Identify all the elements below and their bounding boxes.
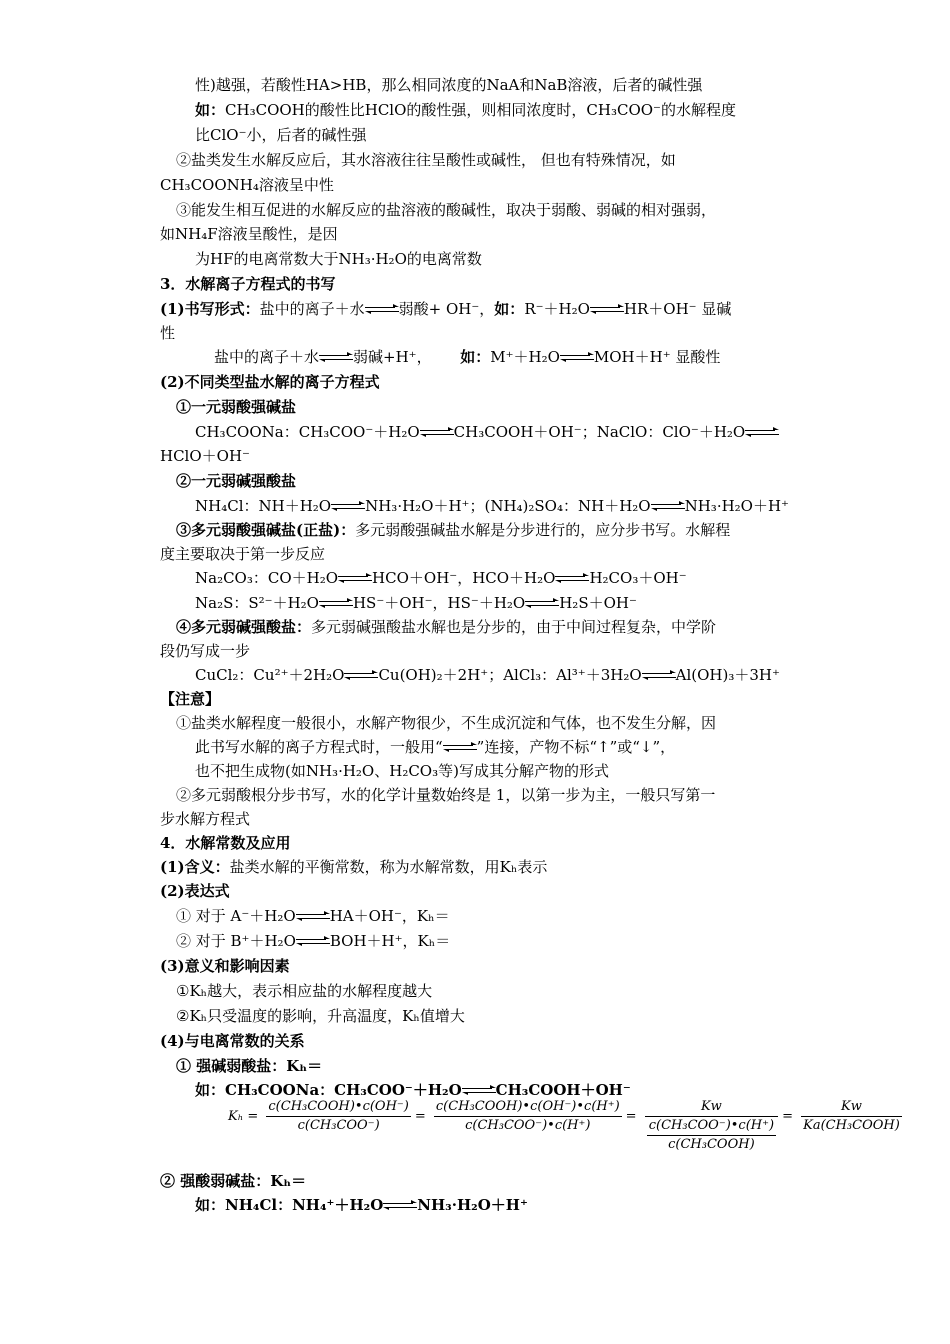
example-label: 如： [195,101,226,119]
denominator: c(CH₃COO⁻)•c(H⁺) [465,1118,591,1133]
reversible-arrow-icon [745,427,779,439]
equation-line [195,592,637,614]
text-line [176,616,716,638]
subheading: (3)意义和影响因素 [160,957,290,975]
text-line: 也不把生成物(如NH₃·H₂O、H₂CO₃等)写成其分解产物的形式 [195,762,609,780]
reversible-arrow-icon [443,742,477,754]
denominator [645,1117,778,1154]
reversible-arrow-icon [319,598,353,610]
fraction [434,1098,622,1135]
text-run: NH₃·H₂O＋H⁺ [684,497,789,515]
text-run: HCO＋OH⁻，HCO＋H₂O [372,569,556,587]
text-run: ② 对于 B⁺＋H₂O [176,932,296,950]
subheading: ① 强碱弱酸盐：Kₕ＝ [176,1057,323,1075]
text-run: 如：NH₄Cl：NH₄⁺＋H₂O [195,1196,384,1214]
reversible-arrow-icon [560,352,594,364]
reversible-arrow-icon [383,1200,417,1212]
text-line [176,519,730,541]
text-line: 性)越强，若酸性HA>HB，那么相同浓度的NaA和NaB溶液，后者的碱性强 [195,76,703,94]
numerator: c(CH₃COO⁻)•c(H⁺) [647,1117,776,1136]
denominator: c(CH₃COOH) [668,1137,755,1152]
text-run: NH₃·H₂O＋H⁺；(NH₄)₂SO₄：NH＋H₂O [365,497,651,515]
subheading: ③多元弱酸强碱盐(正盐)： [176,521,356,539]
text-line: 比ClO⁻小，后者的碱性强 [195,126,367,144]
example-label: 如： [460,348,491,366]
fraction [645,1098,778,1154]
text-line: ③能发生相互促进的水解反应的盐溶液的酸碱性，取决于弱酸、弱碱的相对强弱， [176,201,717,219]
text-run: 此书写水解的离子方程式时，一般用“ [195,738,443,756]
text-line: ①Kₕ越大，表示相应盐的水解程度越大 [176,982,433,1000]
equals-sign: = [782,1109,793,1124]
text-run: Na₂S：S²⁻＋H₂O [195,594,319,612]
equals-sign: = [414,1109,426,1124]
text-run: H₂CO₃＋OH⁻ [589,569,687,587]
reversible-arrow-icon [338,573,372,585]
reversible-arrow-icon [365,304,399,316]
reversible-arrow-icon [462,1085,496,1097]
text-run: 如：CH₃COONa：CH₃COO⁻＋H₂O [195,1081,462,1099]
text-run: CuCl₂：Cu²⁺＋2H₂O [195,666,345,684]
denominator: Ka(CH₃COOH) [803,1118,900,1133]
reversible-arrow-icon [525,598,559,610]
fraction [801,1098,902,1135]
equation-line [176,905,450,927]
text-run: 多元弱酸强碱盐水解是分步进行的，应分步书写。水解程 [355,521,731,539]
text-run: 弱碱+H⁺， [353,348,461,366]
text-run: 弱酸+ OH⁻， [398,300,495,318]
text-line [176,1055,322,1077]
text-line: 度主要取决于第一步反应 [160,545,326,563]
text-line: CH₃COONH₄溶液呈中性 [160,176,334,194]
text-run: HA＋OH⁻，Kₕ＝ [329,907,450,925]
text-run: Kₕ表示 [499,858,548,876]
text-run: Na₂CO₃：CO＋H₂O [195,569,339,587]
equation-line [195,1194,528,1216]
text-line: 如NH₄F溶液呈酸性，是因 [160,225,338,243]
reversible-arrow-icon [296,911,330,923]
text-line: ①盐类水解程度一般很小，水解产物很少，不生成沉淀和气体，也不发生分解，因 [176,714,717,732]
reversible-arrow-icon [555,573,589,585]
reversible-arrow-icon [420,427,454,439]
text-line: ②多元弱酸根分步书写，水的化学计量数始终是 1，以第一步为主，一般只写第一 [176,786,716,804]
reversible-arrow-icon [590,304,624,316]
reversible-arrow-icon [651,501,685,513]
fraction [266,1098,410,1135]
text-run: CH₃COONa：CH₃COO⁻＋H₂O [195,423,420,441]
example-label: 如： [494,300,525,318]
text-line: ②Kₕ只受温度的影响，升高温度，Kₕ值增大 [176,1007,465,1025]
subheading: (4)与电离常数的关系 [160,1032,305,1050]
section-heading: 4．水解常数及应用 [160,834,291,852]
text-line: 段仍写成一步 [160,642,251,660]
text-line [195,736,675,758]
note-heading: 【注意】 [160,690,221,708]
text-run: H₂S＋OH⁻ [559,594,637,612]
subheading: ②一元弱碱强酸盐 [176,472,297,490]
text-line: ②盐类发生水解反应后，其水溶液往往呈酸性或碱性， 但也有特殊情况，如 [176,151,676,169]
text-run: 盐中的离子＋水 [214,348,320,366]
subheading: (1)含义： [160,858,230,876]
text-run: Al(OH)₃＋3H⁺ [675,666,780,684]
subheading: (2)表达式 [160,882,230,900]
text-run: ① 对于 A⁻＋H₂O [176,907,296,925]
equation-line [195,421,779,443]
text-line [214,346,720,368]
equals-sign: = [625,1109,637,1124]
text-run: HR＋OH⁻ 显碱 [623,300,732,318]
text-run: NH₄Cl：NH＋H₂O [195,497,332,515]
numerator: Kw [645,1098,778,1117]
text-run: MOH＋H⁺ 显酸性 [593,348,721,366]
text-line [160,856,547,878]
equation-line [195,567,687,589]
text-line [195,99,736,121]
equals-sign: = [247,1109,259,1124]
text-run: CH₃COOH＋OH⁻ [495,1081,631,1099]
text-line: 性 [160,324,176,342]
text-run: 多元弱碱强酸盐水解也是分步的，由于中间过程复杂，中学阶 [311,618,717,636]
reversible-arrow-icon [642,670,676,682]
numerator: Kw [801,1098,902,1117]
text-line: 步水解方程式 [160,810,251,828]
text-run: BOH＋H⁺，Kₕ＝ [329,932,451,950]
subheading: (1)书写形式： [160,300,260,318]
numerator: c(CH₃COOH)•c(OH⁻)•c(H⁺) [434,1098,622,1117]
text-run: 盐类水解的平衡常数，称为水解常数，用 [229,858,500,876]
subheading: ④多元弱碱强酸盐： [176,618,312,636]
equation-line [176,930,450,952]
subheading: (2)不同类型盐水解的离子方程式 [160,373,380,391]
text-run: 盐中的离子＋水 [259,300,365,318]
reversible-arrow-icon [319,352,353,364]
section-heading: 3．水解离子方程式的书写 [160,275,336,293]
text-run: R⁻＋H₂O [524,300,590,318]
text-run: Cu(OH)₂＋2H⁺；AlCl₃：Al³⁺＋3H₂O [378,666,642,684]
subheading: ② 强酸弱碱盐：Kₕ＝ [160,1172,307,1190]
subheading: ①一元弱酸强碱盐 [176,398,297,416]
equation-line [195,495,789,517]
reversible-arrow-icon [331,501,365,513]
text-run: CH₃COOH＋OH⁻；NaClO：ClO⁻＋H₂O [453,423,746,441]
text-line: 为HF的电离常数大于NH₃·H₂O的电离常数 [195,250,482,268]
denominator: c(CH₃COO⁻) [297,1118,380,1133]
numerator: c(CH₃COOH)•c(OH⁻) [266,1098,410,1117]
text-run: HS⁻＋OH⁻，HS⁻＋H₂O [352,594,526,612]
reversible-arrow-icon [344,670,378,682]
text-line [160,1170,306,1192]
equation-line: HClO＋OH⁻ [160,447,250,465]
text-run: M⁺＋H₂O [490,348,560,366]
hydrolysis-constant-formula [228,1098,902,1154]
equation-line [195,664,780,686]
text-run: CH₃COOH的酸性比HClO的酸性强，则相同浓度时，CH₃COO⁻的水解程度 [225,101,736,119]
reversible-arrow-icon [296,936,330,948]
kh-symbol: Kₕ [228,1109,244,1124]
text-run: ”连接，产物不标“↑”或“↓”， [476,738,676,756]
text-run: NH₃·H₂O＋H⁺ [417,1196,528,1214]
text-line [160,298,731,320]
